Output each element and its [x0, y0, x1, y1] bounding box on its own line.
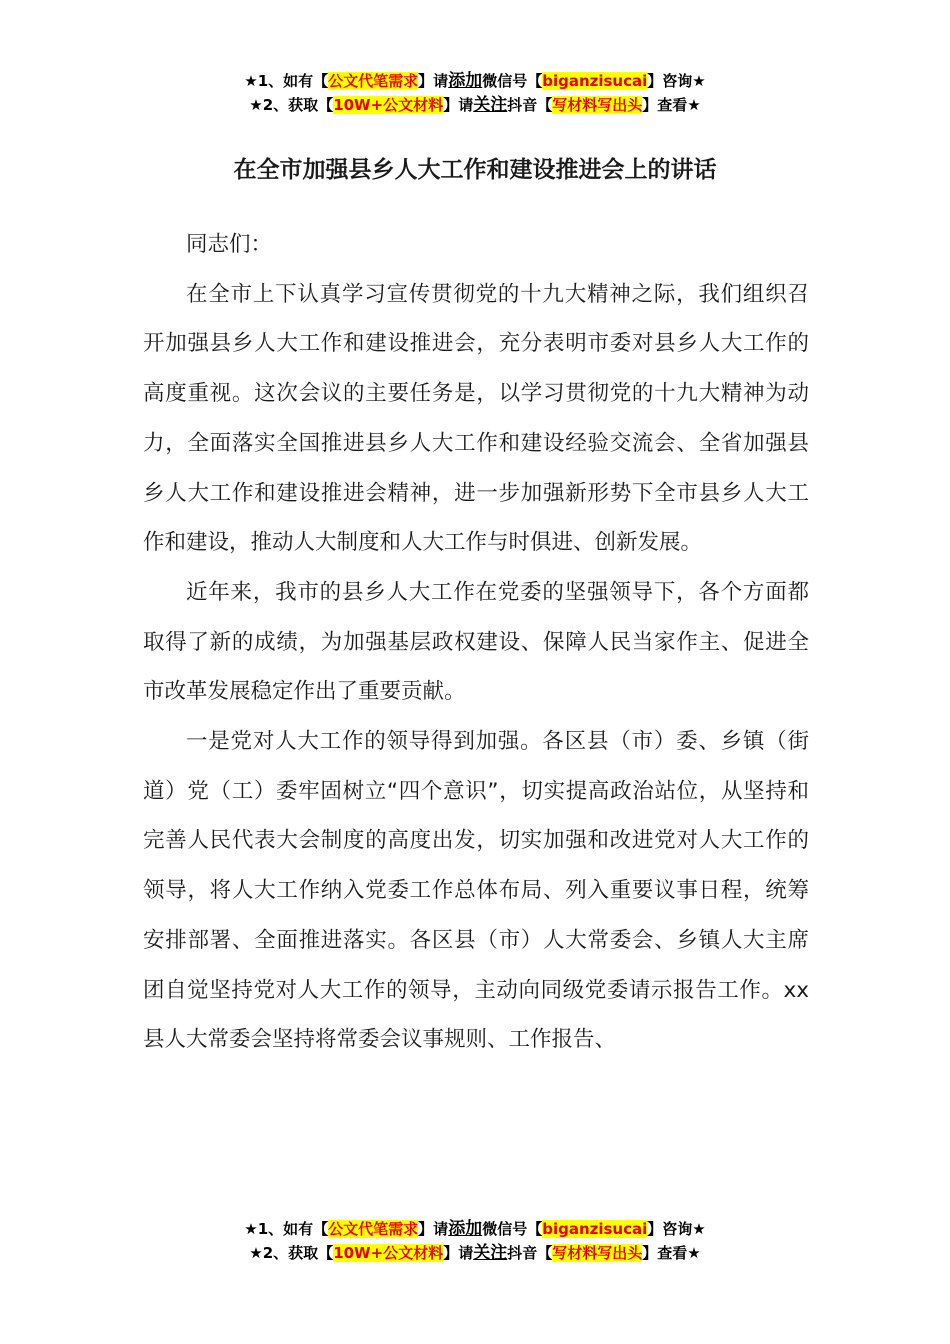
promo-text: ★1、如有【 — [244, 1220, 329, 1238]
highlight-materials: 10W+公文材料 — [333, 96, 444, 114]
promo-text: 】查看★ — [642, 1244, 701, 1262]
underlined-add: 添加 — [448, 71, 483, 91]
promo-line-1 — [0, 69, 950, 93]
underlined-follow: 关注 — [473, 1243, 508, 1263]
promo-line-2 — [0, 93, 950, 117]
promo-text: 】咨询★ — [647, 72, 706, 90]
promo-banner-top — [0, 69, 950, 117]
highlight-wechat-id: biganzisucai — [542, 72, 648, 90]
promo-text: 微信号【 — [482, 1220, 543, 1238]
promo-text: ★2、获取【 — [249, 1244, 334, 1262]
promo-text: 】咨询★ — [647, 1220, 706, 1238]
underlined-follow: 关注 — [473, 95, 508, 115]
promo-banner-bottom — [0, 1217, 950, 1265]
promo-text: 抖音【 — [507, 1244, 553, 1262]
promo-text: 】请 — [443, 96, 474, 114]
highlight-service: 公文代笔需求 — [328, 1220, 419, 1238]
promo-text: 】查看★ — [642, 96, 701, 114]
highlight-service: 公文代笔需求 — [328, 72, 419, 90]
promo-line-1 — [0, 1217, 950, 1241]
highlight-wechat-id: biganzisucai — [542, 1220, 648, 1238]
highlight-account: 写材料写出头 — [552, 96, 643, 114]
highlight-account: 写材料写出头 — [552, 1244, 643, 1262]
promo-text: 抖音【 — [507, 96, 553, 114]
document-body — [143, 220, 809, 1065]
paragraph: 近年来，我市的县乡人大工作在党委的坚强领导下，各个方面都取得了新的成绩，为加强基层政权建设、保障人民当家作主、促进全市改革发展稳定作出了重要贡献。 — [143, 579, 809, 705]
underlined-add: 添加 — [448, 1219, 483, 1239]
promo-text: 】请 — [418, 1220, 449, 1238]
promo-text: 微信号【 — [482, 72, 543, 90]
promo-text: ★2、获取【 — [249, 96, 334, 114]
paragraph: 一是党对人大工作的领导得到加强。各区县（市）委、乡镇（街道）党（工）委牢固树立“四个意识”，切实提高政治站位，从坚持和完善人民代表大会制度的高度出发，切实加强和改进党对人大工作的领导，将人大工作纳入党委工作总体布局、列入重要议事日程，统筹安排部署、全面推进落实。各区县（市）人大常委会、乡镇人大主席团自觉坚持党对人大工作的领导，主动向同级党委请示报告工作。xx县人大常委会坚持将常委会议事规则、工作报告、 — [143, 729, 809, 1053]
paragraph: 在全市上下认真学习宣传贯彻党的十九大精神之际，我们组织召开加强县乡人大工作和建设推进会，充分表明市委对县乡人大工作的高度重视。这次会议的主要任务是，以学习贯彻党的十九大精神为动力，全面落实全国推进县乡人大工作和建设经验交流会、全省加强县乡人大工作和建设推进会精神，进一步加强新形势下全市县乡人大工作和建设，推动人大制度和人大工作与时俱进、创新发展。 — [143, 281, 809, 556]
highlight-materials: 10W+公文材料 — [333, 1244, 444, 1262]
promo-text: ★1、如有【 — [244, 72, 329, 90]
promo-text: 】请 — [418, 72, 449, 90]
salutation: 同志们： — [186, 232, 273, 257]
document-title: 在全市加强县乡人大工作和建设推进会上的讲话 — [233, 157, 717, 183]
promo-line-2 — [0, 1241, 950, 1265]
promo-text: 】请 — [443, 1244, 474, 1262]
